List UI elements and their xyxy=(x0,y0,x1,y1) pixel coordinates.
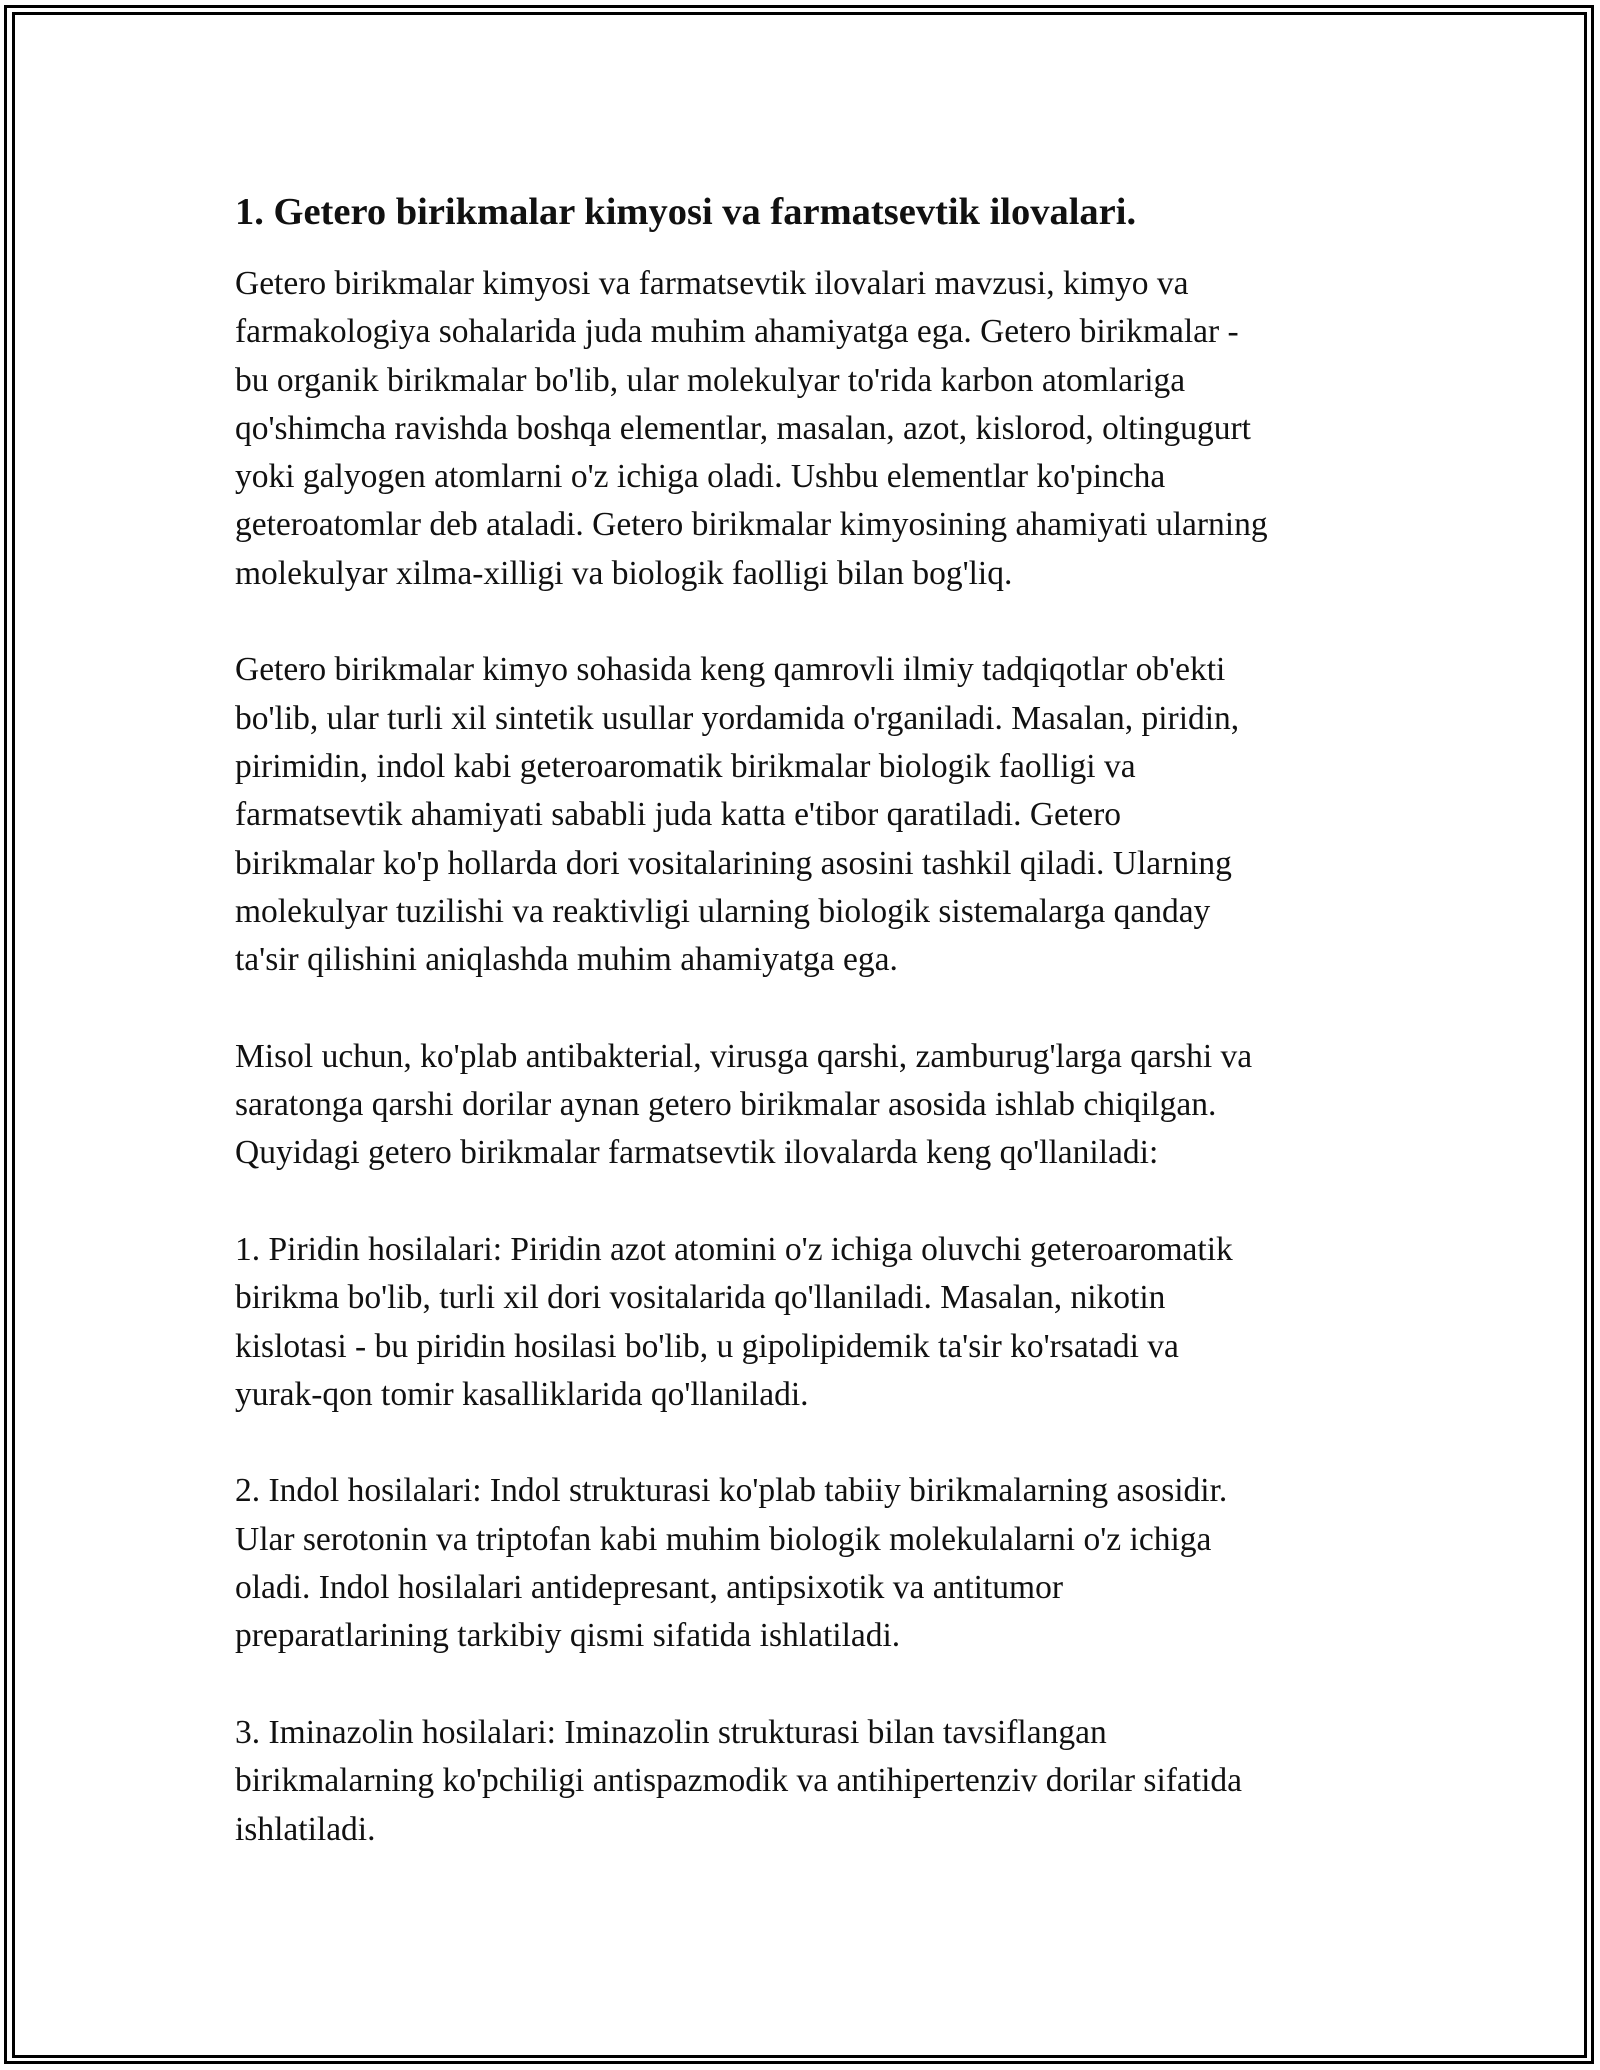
text-line: Quyidagi getero birikmalar farmatsevtik ilovalarda keng qo'llaniladi: xyxy=(235,1134,1159,1172)
text-line: saratonga qarshi dorilar aynan getero birikmalar asosida ishlab chiqilgan. xyxy=(235,1086,1217,1124)
text-line: yurak-qon tomir kasalliklarida qo'llaniladi. xyxy=(235,1375,809,1413)
text-line: farmatsevtik ahamiyati sababli juda katta e'tibor qaratiladi. Getero xyxy=(235,796,1121,834)
text-line: ta'sir qilishini aniqlashda muhim ahamiyatga ega. xyxy=(235,941,898,979)
text-line: molekulyar tuzilishi va reaktivligi ularning biologik sistemalarga qanday xyxy=(235,892,1211,930)
text-line: 1. Piridin hosilalari: Piridin azot atomini o'z ichiga oluvchi geteroaromatik xyxy=(235,1230,1233,1268)
text-line: pirimidin, indol kabi geteroaromatik birikmalar biologik faolligi va xyxy=(235,747,1136,785)
text-line: Getero birikmalar kimyo sohasida keng qamrovli ilmiy tadqiqotlar ob'ekti xyxy=(235,651,1226,689)
text-line: molekulyar xilma-xilligi va biologik faolligi bilan bog'liq. xyxy=(235,554,1013,592)
text-line: 2. Indol hosilalari: Indol strukturasi ko'plab tabiiy birikmalarning asosidir. xyxy=(235,1472,1228,1510)
paragraph-intro xyxy=(235,260,1385,598)
list-item-iminazolin xyxy=(235,1709,1385,1854)
text-line: kislotasi - bu piridin hosilasi bo'lib, u gipolipidemik ta'sir ko'rsatadi va xyxy=(235,1327,1179,1365)
text-line: bo'lib, ular turli xil sintetik usullar yordamida o'rganiladi. Masalan, piridin, xyxy=(235,699,1240,737)
text-line: birikma bo'lib, turli xil dori vositalarida qo'llaniladi. Masalan, nikotin xyxy=(235,1279,1166,1317)
text-line: birikmalarning ko'pchiligi antispazmodik va antihipertenziv dorilar sifatida xyxy=(235,1762,1243,1800)
text-line: Ular serotonin va triptofan kabi muhim biologik molekulalarni o'z ichiga xyxy=(235,1520,1212,1558)
text-line: preparatlarining tarkibiy qismi sifatida ishlatiladi. xyxy=(235,1617,901,1655)
text-line: yoki galyogen atomlarni o'z ichiga oladi. Ushbu elementlar ko'pincha xyxy=(235,458,1166,496)
text-line: geteroatomlar deb ataladi. Getero birikmalar kimyosining ahamiyati ularning xyxy=(235,506,1268,544)
document-body xyxy=(235,186,1385,1854)
text-line: ishlatiladi. xyxy=(235,1810,376,1848)
list-item-indol xyxy=(235,1467,1385,1660)
text-line: Misol uchun, ko'plab antibakterial, virusga qarshi, zamburug'larga qarshi va xyxy=(235,1037,1253,1075)
text-line: farmakologiya sohalarida juda muhim ahamiyatga ega. Getero birikmalar - xyxy=(235,313,1239,351)
paragraph-examples xyxy=(235,1033,1385,1178)
list-item-piridin xyxy=(235,1226,1385,1419)
paragraph-research xyxy=(235,646,1385,984)
text-line: 3. Iminazolin hosilalari: Iminazolin strukturasi bilan tavsiflangan xyxy=(235,1713,1107,1751)
document-title: 1. Getero birikmalar kimyosi va farmatsevtik ilovalari. xyxy=(235,191,1137,233)
text-line: Getero birikmalar kimyosi va farmatsevtik ilovalari mavzusi, kimyo va xyxy=(235,265,1189,302)
text-line: oladi. Indol hosilalari antidepresant, antipsixotik va antitumor xyxy=(235,1569,1064,1607)
text-line: bu organik birikmalar bo'lib, ular molekulyar to'rida karbon atomlariga xyxy=(235,361,1186,399)
text-line: qo'shimcha ravishda boshqa elementlar, masalan, azot, kislorod, oltingugurt xyxy=(235,409,1251,447)
text-line: birikmalar ko'p hollarda dori vositalarining asosini tashkil qiladi. Ularning xyxy=(235,844,1232,882)
